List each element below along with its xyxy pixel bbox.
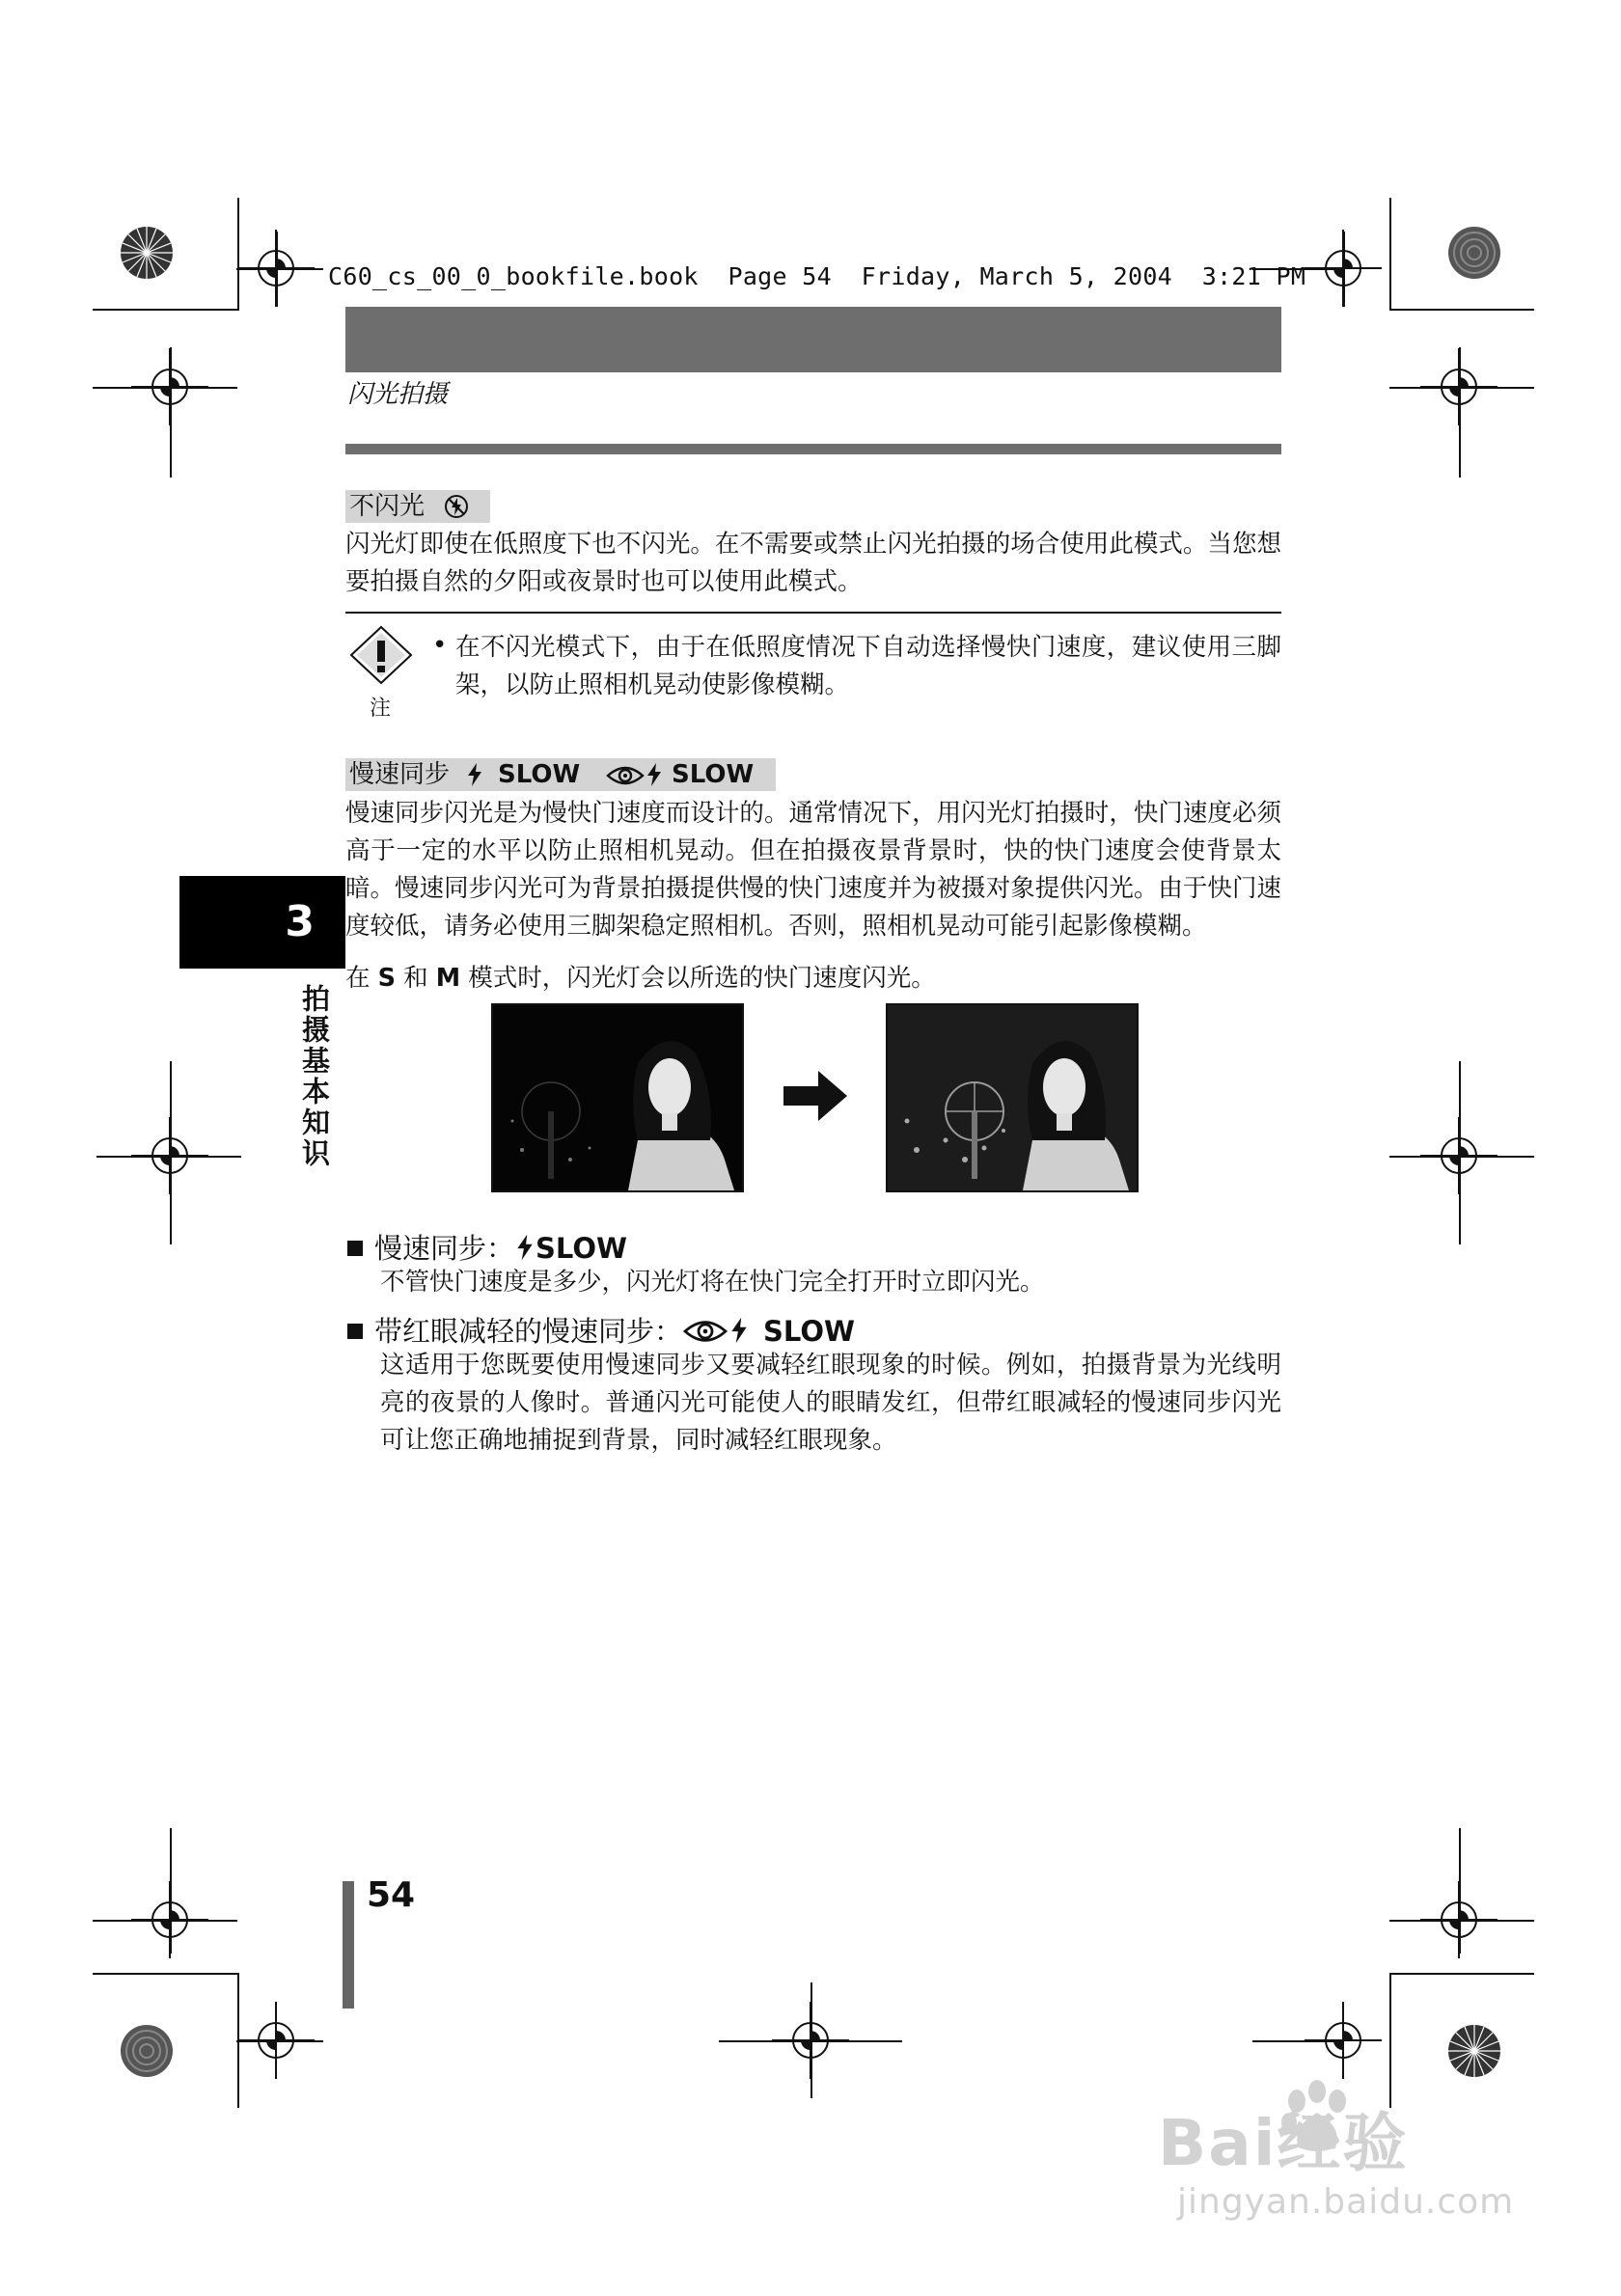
concentric-registration-icon — [1447, 226, 1501, 280]
mode-sentence — [345, 960, 1281, 998]
slow-label: SLOW — [672, 760, 755, 789]
slow-sync-heading-text: 慢速同步 — [349, 760, 451, 789]
bullet2-heading-text: 带红眼减轻的慢速同步： — [374, 1315, 683, 1348]
no-flash-heading-text: 不闪光 — [349, 492, 426, 521]
chapter-number: 3 — [285, 897, 315, 946]
chapter-title: 拍摄基本知识 — [298, 984, 331, 1169]
slow-sync-heading — [345, 758, 776, 791]
square-bullet-icon — [347, 1241, 363, 1256]
bullet1-heading — [347, 1227, 627, 1267]
flash-icon — [514, 1233, 536, 1262]
registration-target-icon — [131, 348, 208, 425]
watermark-main: Bai经验 — [1158, 2106, 1409, 2180]
starburst-registration-icon — [1447, 2024, 1501, 2078]
divider — [345, 612, 1281, 614]
flash-icon — [465, 762, 484, 787]
registration-target-icon — [1420, 1881, 1497, 1958]
note-bullet: • — [432, 631, 448, 660]
mode-post: 模式时，闪光灯会以所选的快门速度闪光。 — [460, 964, 936, 993]
registration-target-icon — [1305, 230, 1382, 307]
slow-sync-text: 慢速同步闪光是为慢快门速度而设计的。通常情况下，用闪光灯拍摄时，快门速度必须高于一定的水平以防止照相机晃动。但在拍摄夜景背景时，快的快门速度会使背景太暗。慢速同步闪光可为背景拍摄提供慢的快门速度并为被摄对象提供闪光。由于快门速度较低，请务必使用三脚架稳定照相机。否则，照相机晃动可能引起影像模糊。 — [345, 799, 1281, 941]
registration-target-icon — [131, 1881, 208, 1958]
bullet2-heading — [347, 1310, 855, 1350]
bullet1-heading-text: 慢速同步： — [374, 1232, 515, 1265]
slow-label: SLOW — [763, 1315, 855, 1348]
registration-target-icon — [1420, 1117, 1497, 1194]
registration-target-icon — [237, 230, 315, 307]
flash-icon — [728, 1316, 750, 1345]
page-number: 54 — [367, 1875, 416, 1915]
photo-normal-flash — [491, 1003, 744, 1192]
mode-m: M — [435, 964, 461, 993]
registration-target-icon — [1420, 348, 1497, 425]
registration-target-icon — [1305, 2002, 1382, 2079]
watermark-sub: jingyan.baidu.com — [1177, 2182, 1515, 2222]
registration-target-icon — [772, 2002, 849, 2079]
mode-and: 和 — [395, 964, 436, 993]
flash-icon — [645, 762, 664, 787]
section-label: 闪光拍摄 — [347, 380, 449, 409]
red-eye-icon — [606, 764, 645, 787]
registration-target-icon — [237, 2002, 315, 2079]
no-flash-text: 闪光灯即使在低照度下也不闪光。在不需要或禁止闪光拍摄的场合使用此模式。当您想要拍摄自然的夕阳或夜景时也可以使用此模式。 — [345, 530, 1281, 596]
bullet1-text: 不管快门速度是多少，闪光灯将在快门完全打开时立即闪光。 — [380, 1268, 1045, 1297]
arrow-right-icon — [783, 1071, 847, 1121]
note-label: 注 — [370, 697, 392, 721]
page-bar — [343, 1881, 354, 2009]
mode-pre: 在 — [345, 964, 378, 993]
flash-off-icon — [444, 494, 469, 519]
title-band — [345, 307, 1281, 372]
concentric-registration-icon — [120, 2024, 174, 2078]
no-flash-heading — [345, 490, 490, 523]
bullet2-text: 这适用于您既要使用慢速同步又要减轻红眼现象的时候。例如，拍摄背景为光线明亮的夜景的人像时。普通闪光可能使人的眼睛发红，但带红眼减轻的慢速同步闪光可让您正确地捕捉到背景，同时减轻红眼现象。 — [380, 1351, 1281, 1455]
starburst-registration-icon — [120, 226, 174, 280]
square-bullet-icon — [347, 1324, 363, 1339]
registration-target-icon — [131, 1117, 208, 1194]
note-text: 在不闪光模式下，由于在低照度情况下自动选择慢快门速度，建议使用三脚架，以防止照相机晃动使影像模糊。 — [455, 633, 1281, 699]
caution-icon — [349, 625, 413, 685]
mode-s: S — [377, 964, 396, 993]
slow-label: SLOW — [536, 1232, 627, 1265]
photo-slow-sync — [886, 1003, 1139, 1192]
file-header: C60_cs_00_0_bookfile.book Page 54 Friday, March 5, 2004 3:21 PM — [328, 262, 1306, 290]
slow-label: SLOW — [498, 760, 581, 789]
red-eye-icon — [682, 1318, 728, 1345]
gray-rule — [345, 444, 1281, 454]
